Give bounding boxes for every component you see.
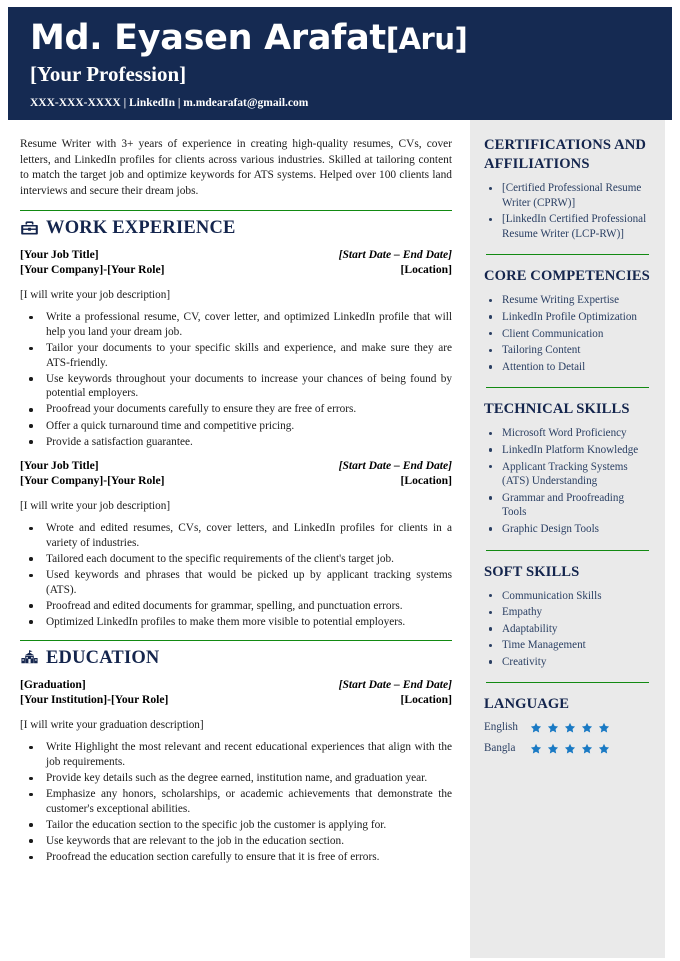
entry-location: [Location] bbox=[400, 474, 452, 488]
entry-org-row bbox=[20, 692, 452, 707]
sidebar-section-soft-skills bbox=[484, 563, 651, 670]
list-item: Grammar and Proofreading Tools bbox=[484, 491, 651, 520]
entry-org-row bbox=[20, 262, 452, 277]
list-item: Resume Writing Expertise bbox=[484, 293, 651, 308]
profession-line: [Your Profession] bbox=[30, 62, 187, 86]
entry-bullet-list bbox=[20, 310, 452, 449]
sidebar-section-title: CORE COMPETENCIES bbox=[484, 268, 650, 285]
entry-organization: [Your Company]-[Your Role] bbox=[20, 263, 165, 277]
professional-summary: Resume Writer with 3+ years of experience in creating high-quality resumes, CVs, cover letters, and LinkedIn profiles for clients across various industries. Skilled at tailoring content to match the target job and optimize keywords for ATS systems. Helped over 100 clients land interviews and secure their dream jobs. bbox=[20, 138, 452, 197]
star-icon bbox=[547, 722, 559, 734]
list-item: Empathy bbox=[484, 605, 651, 620]
candidate-name: Md. Eyasen Arafat bbox=[30, 18, 386, 58]
star-icon bbox=[581, 722, 593, 734]
star-icon bbox=[598, 722, 610, 734]
list-item: Tailored each document to the specific requirements of the client's target job. bbox=[20, 552, 452, 567]
star-icon bbox=[564, 722, 576, 734]
list-item: Used keywords and phrases that would be picked up by applicant tracking systems (ATS). bbox=[20, 568, 452, 597]
star-icon bbox=[530, 743, 542, 755]
entry-description-note: [I will write your job description] bbox=[20, 289, 171, 302]
sidebar-section-title: LANGUAGE bbox=[484, 696, 570, 713]
sidebar-sections bbox=[484, 136, 651, 756]
star-icon bbox=[547, 743, 559, 755]
list-item: Tailor the education section to the specific job the customer is applying for. bbox=[20, 818, 452, 833]
list-item: Wrote and edited resumes, CVs, cover letters, and LinkedIn profiles for clients in a variety of industries. bbox=[20, 521, 452, 550]
sidebar-list bbox=[484, 181, 651, 241]
section-title: EDUCATION bbox=[46, 648, 160, 669]
list-item: Optimized LinkedIn profiles to make them more visible to potential employers. bbox=[20, 615, 452, 630]
list-item: LinkedIn Profile Optimization bbox=[484, 310, 651, 325]
list-item: Communication Skills bbox=[484, 589, 651, 604]
experience-entry bbox=[20, 247, 452, 449]
section-header-work-experience bbox=[20, 218, 452, 238]
list-item: Time Management bbox=[484, 638, 651, 653]
entry-location: [Location] bbox=[400, 263, 452, 277]
list-item: Proofread and edited documents for grammar, spelling, and punctuation errors. bbox=[20, 599, 452, 614]
sidebar-list bbox=[484, 589, 651, 670]
sidebar-list bbox=[484, 426, 651, 536]
list-item: Creativity bbox=[484, 655, 651, 670]
entry-title: [Your Job Title] bbox=[20, 459, 99, 473]
sidebar-section-core-competencies bbox=[484, 267, 651, 374]
entry-organization: [Your Company]-[Your Role] bbox=[20, 474, 165, 488]
section-divider bbox=[20, 640, 452, 641]
entry-location: [Location] bbox=[400, 693, 452, 707]
sidebar-section-language bbox=[484, 695, 651, 756]
sidebar-section-technical-skills bbox=[484, 400, 651, 536]
star-icon bbox=[530, 722, 542, 734]
entry-description-note: [I will write your graduation description] bbox=[20, 719, 204, 732]
list-item: Provide a satisfaction guarantee. bbox=[20, 435, 452, 450]
entry-title-row bbox=[20, 677, 452, 692]
entry-title: [Your Job Title] bbox=[20, 248, 99, 262]
sidebar-section-title: TECHNICAL SKILLS bbox=[484, 401, 630, 418]
list-item: Graphic Design Tools bbox=[484, 522, 651, 537]
language-rating bbox=[530, 743, 610, 755]
list-item: Tailor your documents to your specific skills and experience, and make sure they are ATS-friendly. bbox=[20, 341, 452, 370]
list-item: Microsoft Word Proficiency bbox=[484, 426, 651, 441]
entry-organization: [Your Institution]-[Your Role] bbox=[20, 693, 169, 707]
entry-title-row bbox=[20, 247, 452, 262]
list-item: Write a professional resume, CV, cover letter, and optimized LinkedIn profile that will help you land your dream job. bbox=[20, 310, 452, 339]
list-item: Provide key details such as the degree earned, institution name, and graduation year. bbox=[20, 771, 452, 786]
entry-dates: [Start Date – End Date] bbox=[338, 459, 452, 473]
list-item: [LinkedIn Certified Professional Resume Writer (LCP-RW)] bbox=[484, 212, 651, 241]
sidebar bbox=[470, 120, 665, 958]
list-item: Attention to Detail bbox=[484, 360, 651, 375]
list-item: Emphasize any honors, scholarships, or academic achievements that demonstrate the customer's exceptional abilities. bbox=[20, 787, 452, 816]
sidebar-list bbox=[484, 293, 651, 374]
sidebar-divider bbox=[486, 682, 649, 683]
entry-dates: [Start Date – End Date] bbox=[338, 248, 452, 262]
section-header-education bbox=[20, 648, 452, 668]
experience-entry bbox=[20, 677, 452, 864]
experience-entry bbox=[20, 458, 452, 629]
entry-dates: [Start Date – End Date] bbox=[338, 678, 452, 692]
resume-header bbox=[8, 7, 672, 120]
list-item: Use keywords that are relevant to the job in the education section. bbox=[20, 834, 452, 849]
sidebar-divider bbox=[486, 550, 649, 551]
main-sections bbox=[20, 210, 452, 864]
list-item: Proofread the education section carefully to ensure that it is free of errors. bbox=[20, 850, 452, 865]
list-item: Client Communication bbox=[484, 327, 651, 342]
contact-line: XXX-XXX-XXXX | LinkedIn | m.mdearafat@gmail.com bbox=[30, 97, 309, 109]
list-item: LinkedIn Platform Knowledge bbox=[484, 443, 651, 458]
sidebar-section-title: SOFT SKILLS bbox=[484, 563, 580, 580]
entry-title-row bbox=[20, 458, 452, 473]
page-title bbox=[30, 17, 672, 60]
language-row bbox=[484, 741, 651, 756]
language-name: English bbox=[484, 721, 518, 734]
entry-title: [Graduation] bbox=[20, 678, 86, 692]
entry-description-note: [I will write your job description] bbox=[20, 500, 171, 513]
list-item: Proofread your documents carefully to ensure they are free of errors. bbox=[20, 402, 452, 417]
candidate-nickname: [Aru] bbox=[385, 22, 468, 56]
star-icon bbox=[598, 743, 610, 755]
briefcase-icon bbox=[20, 219, 39, 238]
section-divider bbox=[20, 210, 452, 211]
main-column bbox=[20, 137, 452, 866]
language-name: Bangla bbox=[484, 742, 516, 755]
section-title: WORK EXPERIENCE bbox=[46, 218, 236, 239]
list-item: Applicant Tracking Systems (ATS) Understanding bbox=[484, 460, 651, 489]
list-item: [Certified Professional Resume Writer (CPRW)] bbox=[484, 181, 651, 210]
entry-bullet-list bbox=[20, 521, 452, 629]
list-item: Tailoring Content bbox=[484, 343, 651, 358]
entry-org-row bbox=[20, 473, 452, 488]
list-item: Write Highlight the most relevant and recent educational experiences that align with the job requirements. bbox=[20, 740, 452, 769]
language-row bbox=[484, 720, 651, 735]
sidebar-divider bbox=[486, 254, 649, 255]
list-item: Use keywords throughout your documents to increase your chances of being found by potential employers. bbox=[20, 372, 452, 401]
list-item: Offer a quick turnaround time and competitive pricing. bbox=[20, 419, 452, 434]
language-rating bbox=[530, 722, 610, 734]
sidebar-section-certifications bbox=[484, 136, 651, 241]
list-item: Adaptability bbox=[484, 622, 651, 637]
school-icon bbox=[20, 649, 39, 668]
sidebar-divider bbox=[486, 387, 649, 388]
sidebar-section-title: CERTIFICATIONS AND AFFILIATIONS bbox=[484, 137, 646, 172]
star-icon bbox=[564, 743, 576, 755]
star-icon bbox=[581, 743, 593, 755]
entry-bullet-list bbox=[20, 740, 452, 864]
